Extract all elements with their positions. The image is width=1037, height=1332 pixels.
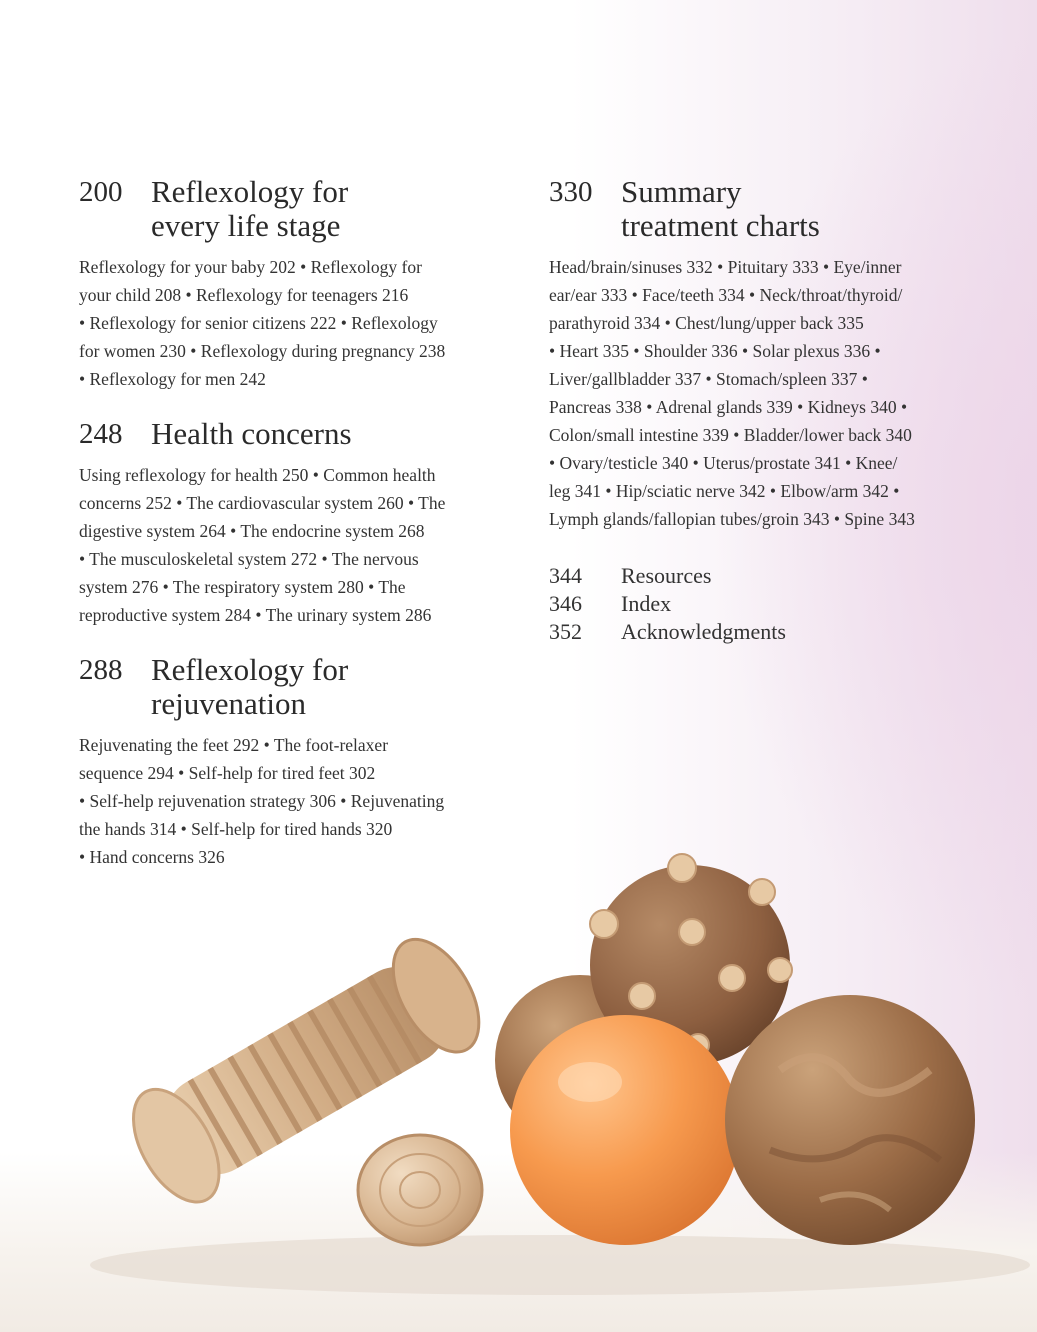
contents-line: Using reflexology for health 250 • Common health [79,465,436,485]
contents-line: Pancreas 338 • Adrenal glands 339 • Kidneys 340 • [549,397,908,417]
wooden-roller-end [358,1135,482,1245]
toc-section-life-stage [79,175,445,393]
section-contents [79,461,445,629]
marbled-wooden-ball [725,995,975,1245]
section-title: Reflexology for rejuvenation [151,652,349,721]
toc-section-summary-charts [549,175,915,533]
reflexology-tools-photo [0,820,1037,1332]
back-matter-item [549,562,786,590]
section-contents [79,253,445,393]
contents-line: the hands 314 • Self-help for tired hands 320 [79,819,393,839]
contents-line: parathyroid 334 • Chest/lung/upper back 335 [549,313,864,333]
section-title: Health concerns [151,416,352,451]
contents-line: ear/ear 333 • Face/teeth 334 • Neck/throat/thyroid/ [549,285,903,305]
orange-ball [510,1015,740,1245]
contents-line: Liver/gallbladder 337 • Stomach/spleen 337 • [549,369,868,389]
contents-line: Head/brain/sinuses 332 • Pituitary 333 • Eye/inner [549,257,902,277]
contents-line: leg 341 • Hip/sciatic nerve 342 • Elbow/arm 342 • [549,481,900,501]
contents-line: Colon/small intestine 339 • Bladder/lower back 340 [549,425,912,445]
section-contents [549,253,915,533]
contents-line: your child 208 • Reflexology for teenagers 216 [79,285,409,305]
section-page-number: 330 [549,176,593,208]
contents-line: Lymph glands/fallopian tubes/groin 343 • Spine 343 [549,509,915,529]
section-heading [79,175,445,243]
section-heading [549,175,915,243]
back-matter-item [549,618,786,646]
contents-line: • Hand concerns 326 [79,847,225,867]
page-number: 344 [549,563,582,588]
page-number: 352 [549,619,582,644]
contents-line: • Reflexology for senior citizens 222 • Reflexology [79,313,438,333]
section-title: Summary treatment charts [621,174,820,243]
contents-line: • Self-help rejuvenation strategy 306 • Rejuvenating [79,791,445,811]
section-heading [79,653,444,721]
contents-line: system 276 • The respiratory system 280 • The [79,577,406,597]
shadow [90,1235,1030,1295]
contents-line: concerns 252 • The cardiovascular system 260 • The [79,493,446,513]
back-matter-label: Acknowledgments [621,619,786,644]
back-matter-label: Resources [621,563,712,588]
section-page-number: 288 [79,654,123,686]
contents-line: for women 230 • Reflexology during pregnancy 238 [79,341,446,361]
back-matter-label: Index [621,591,672,616]
section-title: Reflexology for every life stage [151,174,349,243]
back-matter-item [549,590,786,618]
contents-line: reproductive system 284 • The urinary system 286 [79,605,432,625]
contents-line: • Reflexology for men 242 [79,369,266,389]
contents-line: Rejuvenating the feet 292 • The foot-relaxer [79,735,389,755]
contents-line: Reflexology for your baby 202 • Reflexology for [79,257,422,277]
contents-line: sequence 294 • Self-help for tired feet 302 [79,763,376,783]
toc-section-health-concerns [79,417,445,629]
contents-line: • Heart 335 • Shoulder 336 • Solar plexus 336 • [549,341,881,361]
contents-line: • The musculoskeletal system 272 • The nervous [79,549,419,569]
contents-line: • Ovary/testicle 340 • Uterus/prostate 341 • Knee/ [549,453,898,473]
section-page-number: 248 [79,418,123,450]
page-number: 346 [549,591,582,616]
contents-line: digestive system 264 • The endocrine system 268 [79,521,425,541]
section-heading [79,417,445,451]
section-page-number: 200 [79,176,123,208]
back-matter-list [549,562,786,646]
